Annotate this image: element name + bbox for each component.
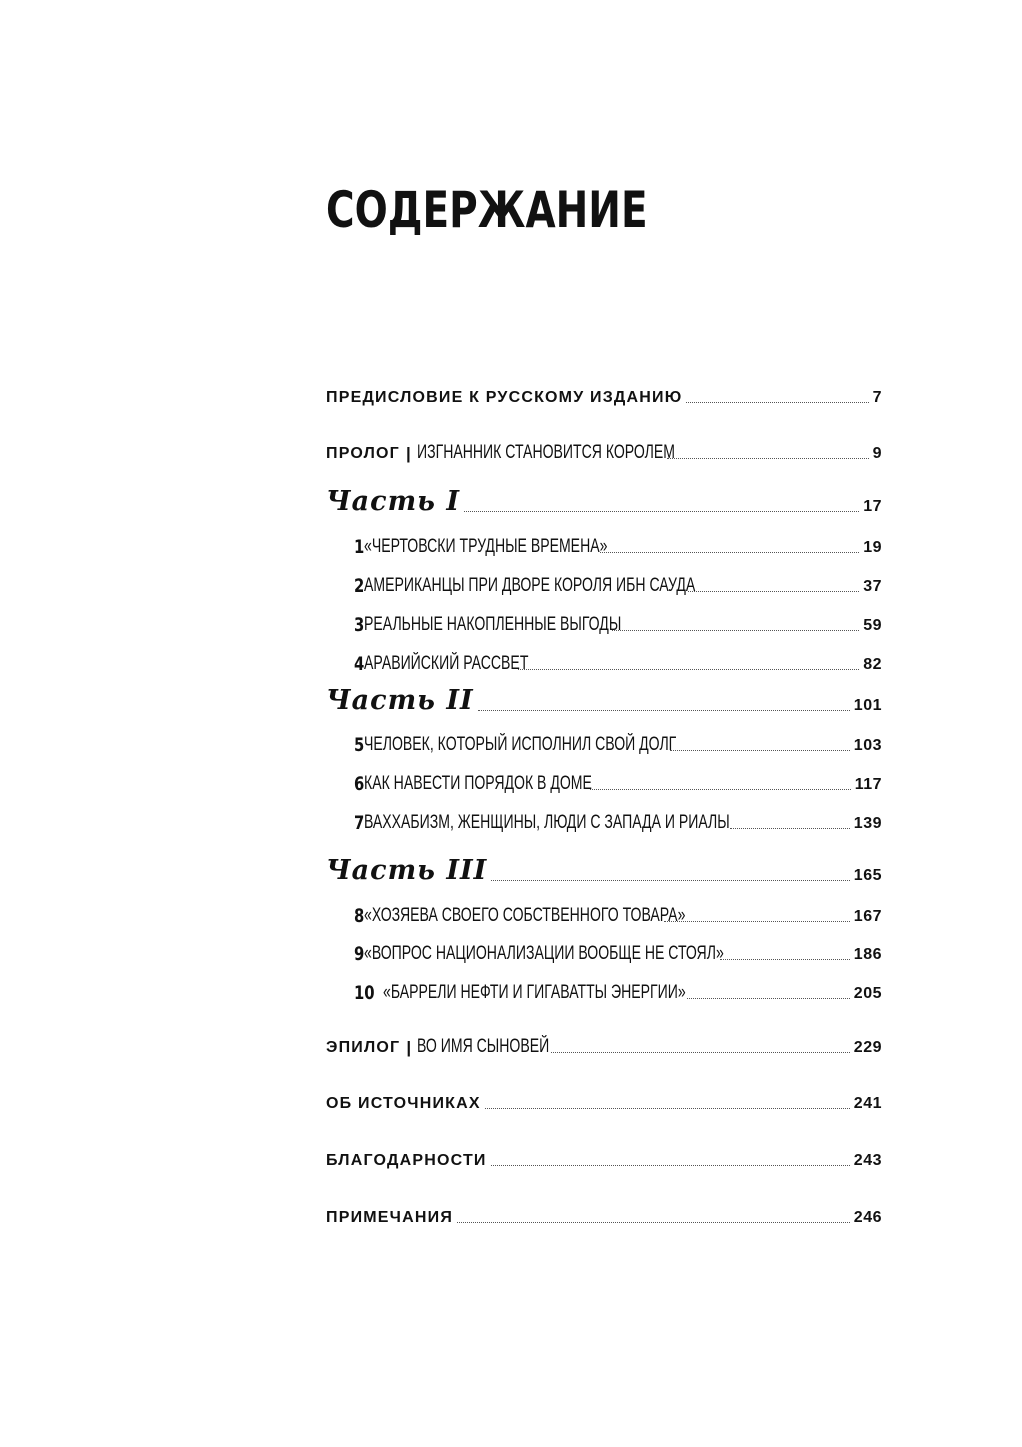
dot-leader bbox=[551, 1052, 850, 1053]
toc-chapter-1[interactable] bbox=[354, 528, 882, 558]
dot-leader bbox=[478, 710, 850, 711]
toc-page-number: 59 bbox=[863, 617, 882, 634]
dot-leader bbox=[730, 828, 850, 829]
chapter-title: «БАРРЕЛИ НЕФТИ И ГИГАВАТТЫ ЭНЕРГИИ» bbox=[383, 982, 687, 1003]
toc-page-number: 117 bbox=[854, 776, 882, 793]
toc-page-number: 17 bbox=[863, 498, 882, 515]
toc-entry-prologue[interactable] bbox=[326, 434, 882, 464]
toc-entry-subtitle: ВО ИМЯ СЫНОВЕЙ bbox=[417, 1036, 550, 1057]
dot-leader bbox=[720, 959, 850, 960]
chapter-title: «ВОПРОС НАЦИОНАЛИЗАЦИИ ВООБЩЕ НЕ СТОЯЛ» bbox=[364, 943, 725, 964]
toc-chapter-2[interactable] bbox=[354, 567, 882, 597]
toc-page-number: 246 bbox=[853, 1209, 882, 1226]
dot-leader bbox=[491, 880, 850, 881]
chapter-title: ЧЕЛОВЕК, КОТОРЫЙ ИСПОЛНИЛ СВОЙ ДОЛГ bbox=[364, 734, 677, 755]
dot-leader bbox=[491, 1165, 850, 1166]
toc-page-number: 101 bbox=[853, 697, 882, 714]
toc-page-number: 103 bbox=[853, 737, 882, 754]
toc-page-number: 165 bbox=[853, 867, 882, 884]
dot-leader bbox=[687, 998, 849, 999]
toc-part-2[interactable] bbox=[326, 686, 882, 716]
dot-leader bbox=[664, 921, 850, 922]
toc-page-number: 205 bbox=[853, 985, 882, 1002]
toc-entry-subtitle: ИЗГНАННИК СТАНОВИТСЯ КОРОЛЕМ bbox=[416, 442, 675, 463]
toc-entry-sources[interactable] bbox=[326, 1084, 882, 1114]
toc-entry-label: ПРЕДИСЛОВИЕ К РУССКОМУ ИЗДАНИЮ bbox=[326, 389, 683, 406]
chapter-number: 3 bbox=[354, 614, 365, 636]
toc-part-label: Часть I bbox=[326, 486, 460, 517]
dot-leader bbox=[457, 1222, 850, 1223]
toc-entry-label: ПРИМЕЧАНИЯ bbox=[326, 1209, 454, 1226]
chapter-number: 6 bbox=[354, 773, 365, 795]
toc-page-number: 7 bbox=[872, 389, 882, 406]
dot-leader bbox=[667, 458, 869, 459]
chapter-title: КАК НАВЕСТИ ПОРЯДОК В ДОМЕ bbox=[364, 773, 593, 794]
page-title: СОДЕРЖАНИЕ bbox=[326, 181, 648, 239]
dot-leader bbox=[688, 591, 859, 592]
toc-entry-label: БЛАГОДАРНОСТИ bbox=[326, 1152, 487, 1169]
toc-entry-epilogue[interactable] bbox=[326, 1028, 882, 1058]
toc-chapter-6[interactable] bbox=[354, 765, 882, 795]
toc-page-number: 82 bbox=[863, 656, 882, 673]
toc-page-number: 167 bbox=[853, 908, 882, 925]
toc-entry-label: ЭПИЛОГ bbox=[326, 1039, 401, 1056]
chapter-number: 1 bbox=[354, 536, 365, 558]
toc-chapter-10[interactable] bbox=[354, 974, 882, 1004]
chapter-number: 4 bbox=[354, 653, 365, 675]
toc-page-number: 243 bbox=[853, 1152, 882, 1169]
separator: | bbox=[406, 1038, 412, 1057]
toc-part-3[interactable] bbox=[326, 856, 882, 886]
dot-leader bbox=[518, 669, 859, 670]
toc-part-1[interactable] bbox=[326, 487, 882, 517]
dot-leader bbox=[670, 750, 850, 751]
toc-chapter-5[interactable] bbox=[354, 726, 882, 756]
toc-chapter-8[interactable] bbox=[354, 897, 882, 927]
chapter-title: «ХОЗЯЕВА СВОЕГО СОБСТВЕННОГО ТОВАРА» bbox=[364, 905, 686, 926]
chapter-title: «ЧЕРТОВСКИ ТРУДНЫЕ ВРЕМЕНА» bbox=[364, 536, 608, 557]
dot-leader bbox=[590, 789, 850, 790]
toc-page-number: 37 bbox=[863, 578, 882, 595]
dot-leader bbox=[600, 552, 859, 553]
dot-leader bbox=[686, 402, 868, 403]
chapter-number: 10 bbox=[354, 982, 375, 1004]
toc-entry-acknowledgements[interactable] bbox=[326, 1141, 882, 1171]
toc-chapter-7[interactable] bbox=[354, 804, 882, 834]
toc-part-label: Часть III bbox=[326, 855, 488, 886]
chapter-number: 9 bbox=[354, 943, 365, 965]
dot-leader bbox=[612, 630, 859, 631]
toc-page-number: 241 bbox=[853, 1095, 882, 1112]
chapter-number: 7 bbox=[354, 812, 365, 834]
dot-leader bbox=[464, 511, 859, 512]
toc-entry-notes[interactable] bbox=[326, 1198, 882, 1228]
chapter-title: АМЕРИКАНЦЫ ПРИ ДВОРЕ КОРОЛЯ ИБН САУДА bbox=[364, 575, 696, 596]
toc-entry-label-group bbox=[326, 442, 675, 464]
chapter-number: 8 bbox=[354, 905, 365, 927]
toc-entry-label: ОБ ИСТОЧНИКАХ bbox=[326, 1095, 481, 1112]
toc-page-number: 9 bbox=[872, 445, 882, 462]
toc-entry-label: ПРОЛОГ bbox=[326, 445, 400, 462]
toc-entry-preface[interactable] bbox=[326, 378, 882, 408]
toc-page-number: 229 bbox=[853, 1039, 882, 1056]
chapter-title: РЕАЛЬНЫЕ НАКОПЛЕННЫЕ ВЫГОДЫ bbox=[364, 614, 622, 635]
separator: | bbox=[405, 444, 411, 463]
toc-chapter-4[interactable] bbox=[354, 645, 882, 675]
chapter-title: АРАВИЙСКИЙ РАССВЕТ bbox=[364, 653, 529, 674]
toc-part-label: Часть II bbox=[326, 685, 474, 716]
chapter-number: 5 bbox=[354, 734, 365, 756]
chapter-number: 2 bbox=[354, 575, 365, 597]
chapter-title: ВАХХАБИЗМ, ЖЕНЩИНЫ, ЛЮДИ С ЗАПАДА И РИАЛЫ bbox=[364, 812, 730, 833]
toc-page-number: 186 bbox=[853, 946, 882, 963]
toc-chapter-9[interactable] bbox=[354, 935, 882, 965]
toc-page-number: 139 bbox=[853, 815, 882, 832]
toc-page-number: 19 bbox=[863, 539, 882, 556]
dot-leader bbox=[485, 1108, 850, 1109]
toc-chapter-3[interactable] bbox=[354, 606, 882, 636]
